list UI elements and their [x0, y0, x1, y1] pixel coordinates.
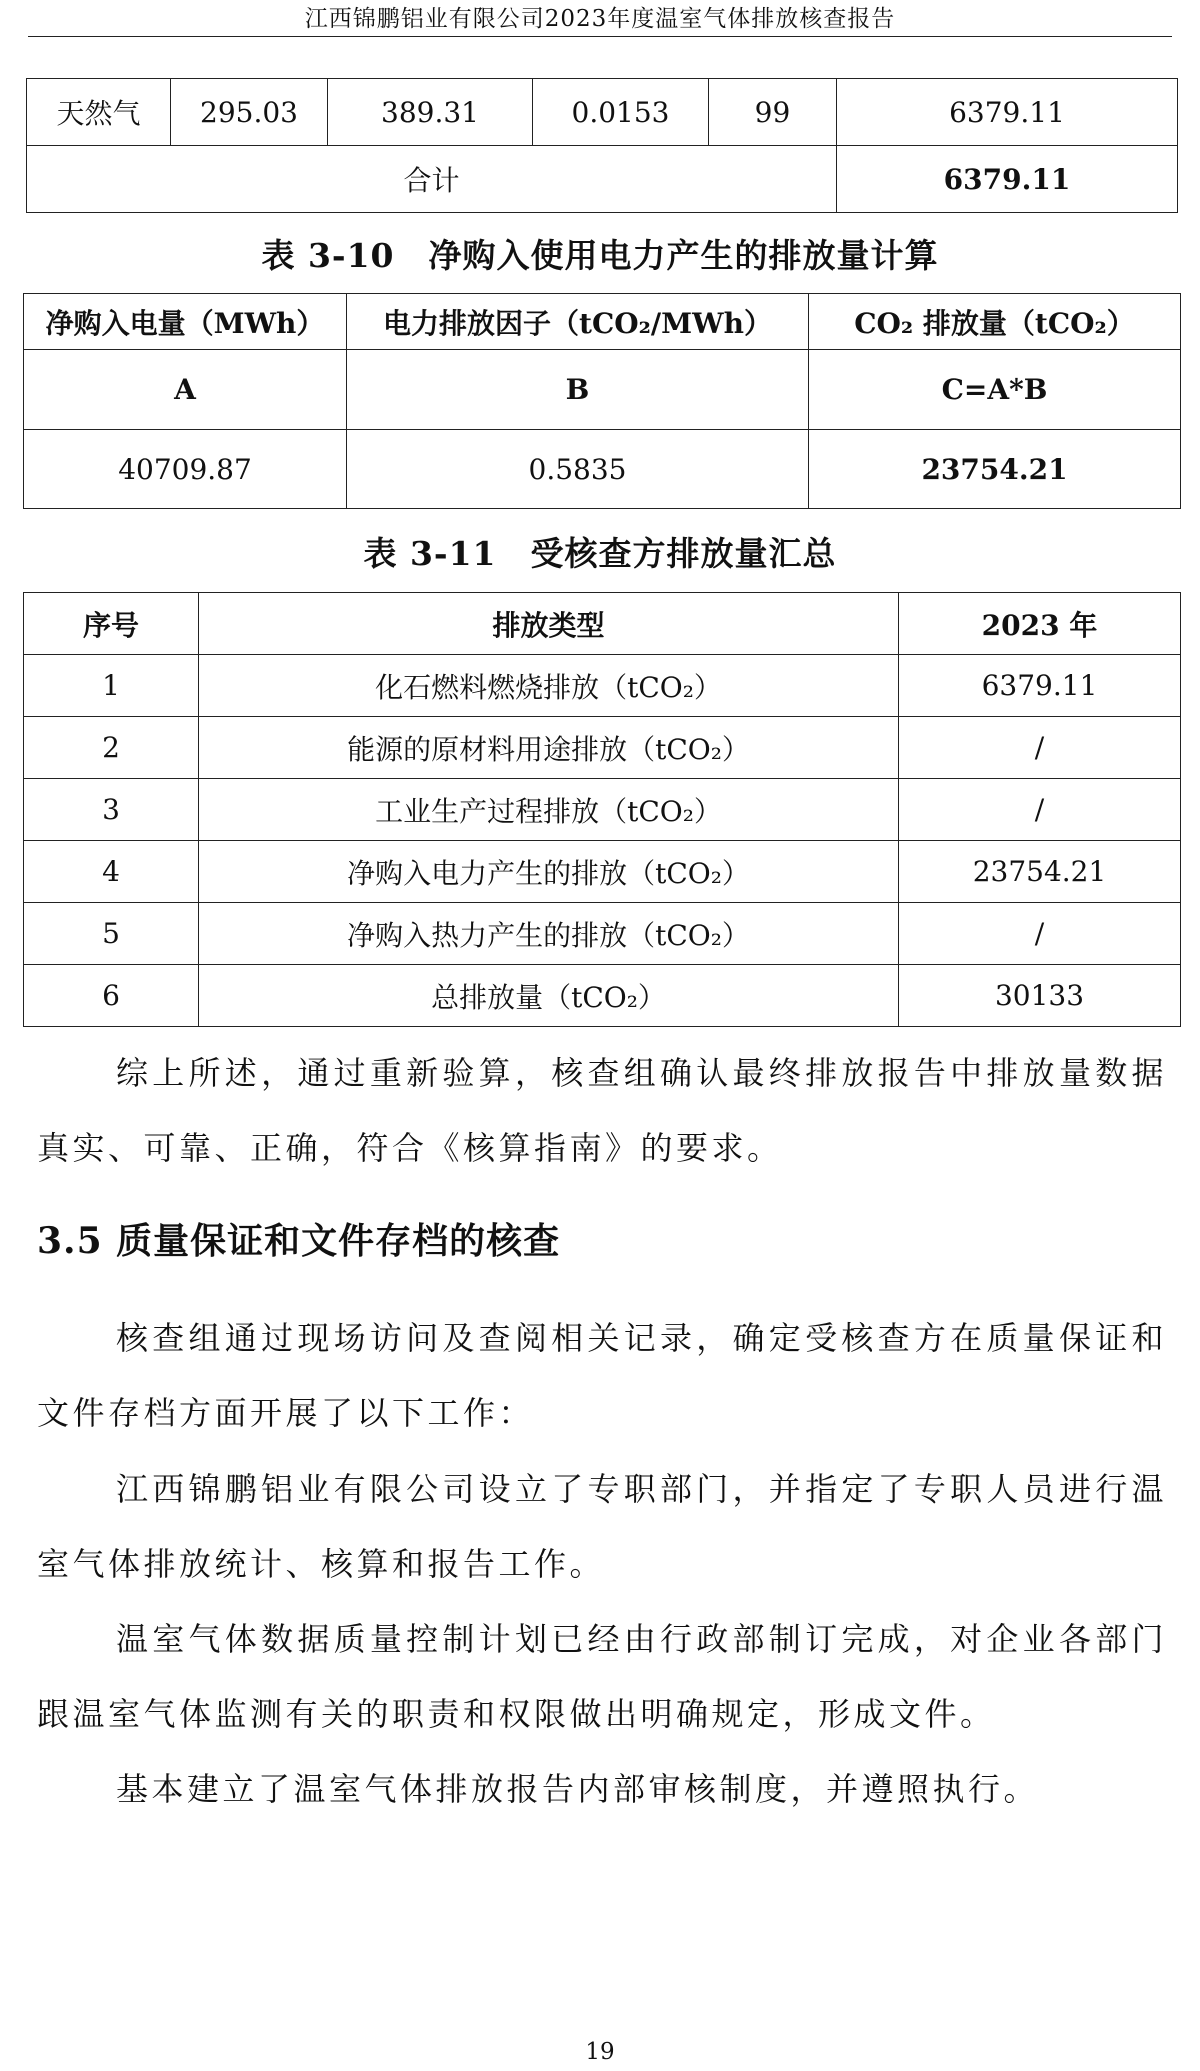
column-header: 净购入电量（MWh） — [24, 294, 347, 350]
table-cell: 99 — [709, 79, 837, 146]
table-row — [24, 779, 1181, 841]
table-cell: 23754.21 — [899, 841, 1181, 903]
column-header: 电力排放因子（tCO₂/MWh） — [347, 294, 809, 350]
table-cell: 1 — [24, 655, 199, 717]
column-header: CO₂ 排放量（tCO₂） — [809, 294, 1181, 350]
paragraph: 核查组通过现场访问及查阅相关记录，确定受核查方在质量保证和文件存档方面开展了以下工作： — [37, 1319, 1167, 1432]
table-cell: 6 — [24, 965, 199, 1027]
section-title: 3.5 质量保证和文件存档的核查 — [37, 1220, 561, 1262]
total-label: 合计 — [27, 146, 837, 213]
table-cell: 6379.11 — [837, 79, 1178, 146]
table-cell: 工业生产过程排放（tCO₂） — [199, 779, 899, 841]
table-cell: 3 — [24, 779, 199, 841]
table-row — [24, 965, 1181, 1027]
table-row — [24, 903, 1181, 965]
table-cell: C=A*B — [809, 350, 1181, 430]
paragraph: 综上所述，通过重新验算，核查组确认最终排放报告中排放量数据真实、可靠、正确，符合《核算指南》的要求。 — [37, 1054, 1167, 1167]
emission-summary-table — [23, 592, 1181, 1027]
table-cell: 总排放量（tCO₂） — [199, 965, 899, 1027]
table-3-11-caption: 表 3-11 受核查方排放量汇总 — [363, 534, 837, 573]
table-cell: 295.03 — [171, 79, 328, 146]
table-cell: 389.31 — [328, 79, 533, 146]
fuel-name-cell: 天然气 — [27, 79, 171, 146]
table-cell: 能源的原材料用途排放（tCO₂） — [199, 717, 899, 779]
table-header-row — [24, 593, 1181, 655]
table-row — [24, 717, 1181, 779]
page-number: 19 — [585, 2039, 615, 2065]
table-cell: 30133 — [899, 965, 1181, 1027]
column-header: 序号 — [24, 593, 199, 655]
table-cell: 化石燃料燃烧排放（tCO₂） — [199, 655, 899, 717]
column-header: 排放类型 — [199, 593, 899, 655]
table-cell: / — [899, 903, 1181, 965]
table-cell: 净购入电力产生的排放（tCO₂） — [199, 841, 899, 903]
page-header — [28, 4, 1172, 37]
table-cell: 0.5835 — [347, 430, 809, 509]
table-cell: 4 — [24, 841, 199, 903]
table-cell: 40709.87 — [24, 430, 347, 509]
table-3-10-caption: 表 3-10 净购入使用电力产生的排放量计算 — [261, 236, 939, 275]
table-cell: B — [347, 350, 809, 430]
table-cell: / — [899, 779, 1181, 841]
paragraph: 温室气体数据质量控制计划已经由行政部制订完成，对企业各部门跟温室气体监测有关的职责和权限做出明确规定，形成文件。 — [37, 1620, 1167, 1733]
column-header: 2023 年 — [899, 593, 1181, 655]
table-row — [27, 79, 1178, 146]
symbol-row — [24, 350, 1181, 430]
paragraph: 基本建立了温室气体排放报告内部审核制度，并遵照执行。 — [116, 1770, 1040, 1808]
paragraph: 江西锦鹏铝业有限公司设立了专职部门，并指定了专职人员进行温室气体排放统计、核算和报告工作。 — [37, 1470, 1167, 1583]
table-cell: / — [899, 717, 1181, 779]
value-row — [24, 430, 1181, 509]
fuel-table-continuation — [26, 78, 1178, 213]
table-row — [24, 841, 1181, 903]
table-cell: 23754.21 — [809, 430, 1181, 509]
total-row — [27, 146, 1178, 213]
table-cell: 净购入热力产生的排放（tCO₂） — [199, 903, 899, 965]
table-cell: A — [24, 350, 347, 430]
table-cell: 5 — [24, 903, 199, 965]
table-cell: 2 — [24, 717, 199, 779]
total-value: 6379.11 — [837, 146, 1178, 213]
table-header-row — [24, 294, 1181, 350]
header-title: 江西锦鹏铝业有限公司2023年度温室气体排放核查报告 — [304, 6, 896, 32]
table-cell: 6379.11 — [899, 655, 1181, 717]
table-cell: 0.0153 — [533, 79, 709, 146]
table-row — [24, 655, 1181, 717]
electricity-emission-table — [23, 293, 1181, 509]
